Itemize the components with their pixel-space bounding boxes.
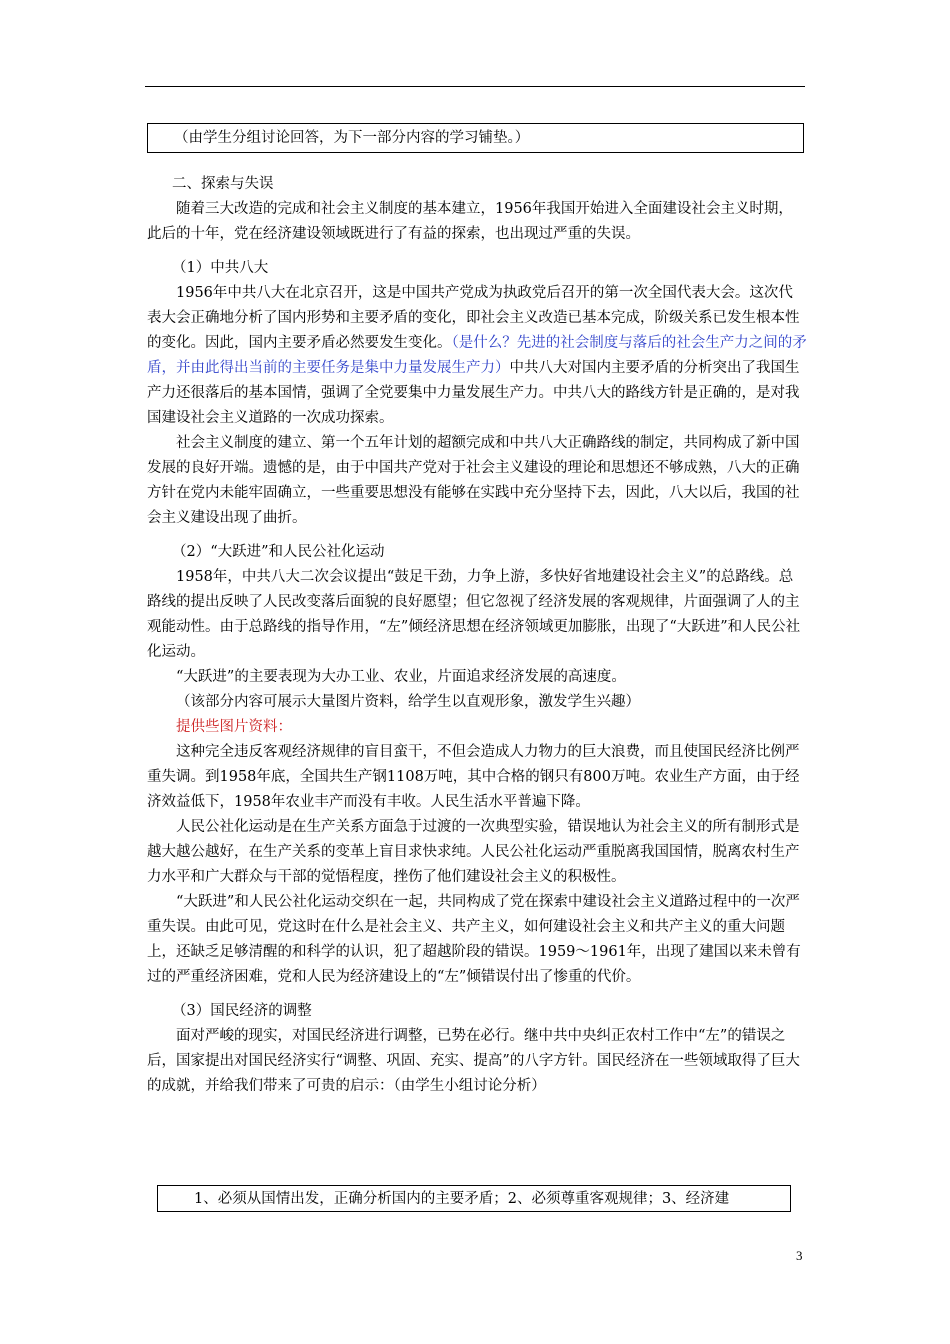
subsection-heading-1: （1）中共八大 xyxy=(172,260,269,276)
subsection-heading-3: （3）国民经济的调整 xyxy=(172,1003,312,1019)
conclusion-text: 1、必须从国情出发，正确分析国内的主要矛盾；2、必须尊重客观规律；3、经济建 xyxy=(194,1191,730,1207)
paragraph-text: 1956年中共八大在北京召开，这是中国共产党成为执政党后召开的第一次全国代表大会。这次代表大会正确地分析了国内形势和主要矛盾的变化，即社会主义改造已基本完成，阶级关系已发生根本性的变化。因此，国内主要矛盾必然要发生变化。 xyxy=(147,285,800,351)
conclusion-box xyxy=(157,1185,791,1212)
section-intro: 随着三大改造的完成和社会主义制度的基本建立，1956年我国开始进入全面建设社会主义时期，此后的十年，党在经济建设领域既进行了有益的探索，也出现过严重的失误。 xyxy=(147,201,793,242)
teaching-note: （该部分内容可展示大量图片资料，给学生以直观形象，激发学生兴趣） xyxy=(176,694,640,710)
paragraph: 人民公社化运动是在生产关系方面急于过渡的一次典型实验，错误地认为社会主义的所有制形式是越大越公越好，在生产关系的变革上盲目求快求纯。人民公社化运动严重脱离我国国情，脱离农村生产力水平和广大群众与干部的觉悟程度，挫伤了他们建设社会主义的积极性。 xyxy=(147,819,800,885)
header-rule xyxy=(145,86,805,87)
teacher-note-blue: （是什么？先进的社会制度与落后的社会生产力之间的矛盾，并由此得出当前的主要任务是集中力量发展生产力） xyxy=(147,335,807,376)
main-content xyxy=(147,172,807,1099)
paragraph xyxy=(147,281,807,431)
paragraph: 社会主义制度的建立、第一个五年计划的超额完成和中共八大正确路线的制定，共同构成了新中国发展的良好开端。遗憾的是，由于中国共产党对于社会主义建设的理论和思想还不够成熟，八大的正确方针在党内未能牢固确立，一些重要思想没有能够在实践中充分坚持下去，因此，八大以后，我国的社会主义建设出现了曲折。 xyxy=(147,435,800,526)
discussion-note-box xyxy=(147,123,804,153)
discussion-note-text: （由学生分组讨论回答，为下一部分内容的学习铺垫。） xyxy=(174,130,530,146)
picture-material-label: 提供些图片资料： xyxy=(176,719,292,735)
paragraph: “大跃进”和人民公社化运动交织在一起，共同构成了党在探索中建设社会主义道路过程中的一次严重失误。由此可见，党这时在什么是社会主义、共产主义，如何建设社会主义和共产主义的重大问题上，还缺乏足够清醒的和科学的认识，犯了超越阶段的错误。1959～1961年，出现了建国以来未曾有过的严重经济困难，党和人民为经济建设上的“左”倾错误付出了惨重的代价。 xyxy=(147,894,801,985)
section-heading: 二、探索与失误 xyxy=(172,176,274,192)
page-number: 3 xyxy=(796,1248,803,1263)
paragraph-text: 中共八大对国内主要矛盾的分析突出了我国生产力还很落后的基本国情，强调了全党要集中力量发展生产力。中共八大的路线方针是正确的，是对我国建设社会主义道路的一次成功探索。 xyxy=(147,360,800,426)
paragraph: 面对严峻的现实，对国民经济进行调整，已势在必行。继中共中央纠正农村工作中“左”的错误之后，国家提出对国民经济实行“调整、巩固、充实、提高”的八字方针。国民经济在一些领域取得了巨大的成就，并给我们带来了可贵的启示：（由学生小组讨论分析） xyxy=(147,1028,800,1094)
paragraph: 这种完全违反客观经济规律的盲目蛮干，不但会造成人力物力的巨大浪费，而且使国民经济比例严重失调。到1958年底，全国共生产钢1108万吨，其中合格的钢只有800万吨。农业生产方面，由于经济效益低下，1958年农业丰产而没有丰收。人民生活水平普遍下降。 xyxy=(147,744,800,810)
paragraph: 1958年，中共八大二次会议提出“鼓足干劲，力争上游，多快好省地建设社会主义”的总路线。总路线的提出反映了人民改变落后面貌的良好愿望；但它忽视了经济发展的客观规律，片面强调了人的主观能动性。由于总路线的指导作用，“左”倾经济思想在经济领域更加膨胀，出现了“大跃进”和人民公社化运动。 xyxy=(147,569,801,660)
paragraph: “大跃进”的主要表现为大办工业、农业，片面追求经济发展的高速度。 xyxy=(176,669,626,685)
subsection-heading-2: （2）“大跃进”和人民公社化运动 xyxy=(172,544,385,560)
